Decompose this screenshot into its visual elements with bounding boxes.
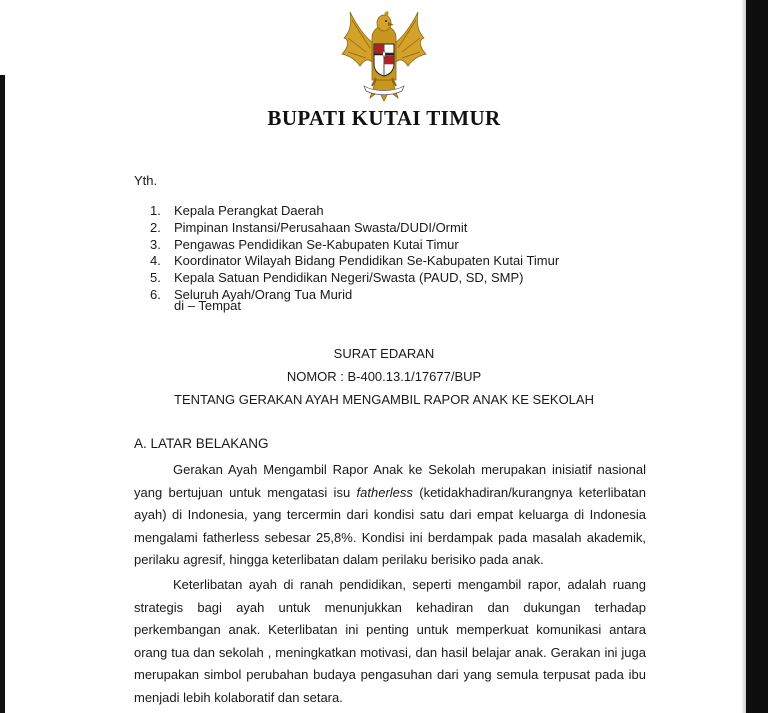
paragraph-1-end: (ketidakhadiran/kurangnya keterlibatan ayah) di Indonesia, yang tercermin dari kondisi satu dari empat keluarga di Indonesia mengalami fatherless sebesar 25,8%. Kondisi ini berdampak pada masalah akademik, perilaku agresif, hingga keterlibatan dalam perilaku berisiko pada anak. [134, 484, 647, 567]
salutation: Yth. [134, 173, 158, 188]
paragraph-2 [134, 574, 646, 709]
list-item [150, 237, 559, 254]
section-heading: A. LATAR BELAKANG [134, 436, 269, 451]
location-line: di – Tempat [174, 298, 241, 313]
list-number: 3. [150, 236, 161, 252]
list-item [150, 220, 559, 237]
garuda-emblem-icon [336, 8, 432, 104]
recipient-text: Kepala Satuan Pendidikan Negeri/Swasta (PAUD, SD, SMP) [174, 270, 524, 286]
recipient-text: Seluruh Ayah/Orang Tua Murid [174, 286, 353, 302]
list-number: 2. [150, 219, 161, 235]
paragraph-1 [134, 459, 646, 572]
recipient-list [150, 203, 559, 304]
list-item [150, 270, 559, 287]
recipient-text: Pimpinan Instansi/Perusahaan Swasta/DUDI/Ormit [174, 219, 468, 235]
list-item [150, 203, 559, 220]
document-type: SURAT EDARAN [333, 346, 435, 361]
list-number: 4. [150, 253, 161, 269]
recipient-text: Kepala Perangkat Daerah [174, 203, 324, 218]
document-subject: TENTANG GERAKAN AYAH MENGAMBIL RAPOR ANAK KE SEKOLAH [174, 392, 594, 407]
list-number: 6. [150, 286, 161, 302]
document-number: NOMOR : B-400.13.1/17677/BUP [286, 369, 482, 384]
paragraph-2-text: Keterlibatan ayah di ranah pendidikan, seperti mengambil rapor, adalah ruang strategis bagi ayah untuk menunjukkan kehadiran dan dukungan terhadap perkembangan anak. Keterlibatan ini penting untuk memperkuat komunikasi antara orang tua dan sekolah , meningkatkan motivasi, dan hasil belajar anak. Gerakan ini juga merupakan simbol perubahan budaya pengasuhan dari yang semula terpusat pada ibu menjadi lebih kolaboratif dan setara. [134, 577, 646, 705]
paragraph-1-start: Gerakan Ayah Mengambil Rapor Anak ke Sekolah merupakan inisiatif nasional yang bertujuan untuk mengatasi isu [134, 462, 646, 500]
recipient-text: Pengawas Pendidikan Se-Kabupaten Kutai Timur [174, 236, 459, 252]
paragraph-1-emphasis: fatherless [356, 484, 413, 500]
list-item [150, 253, 559, 270]
list-number: 1. [150, 203, 161, 218]
list-number: 5. [150, 270, 161, 286]
page-title: BUPATI KUTAI TIMUR [267, 106, 501, 130]
recipient-text: Koordinator Wilayah Bidang Pendidikan Se-Kabupaten Kutai Timur [174, 253, 560, 269]
